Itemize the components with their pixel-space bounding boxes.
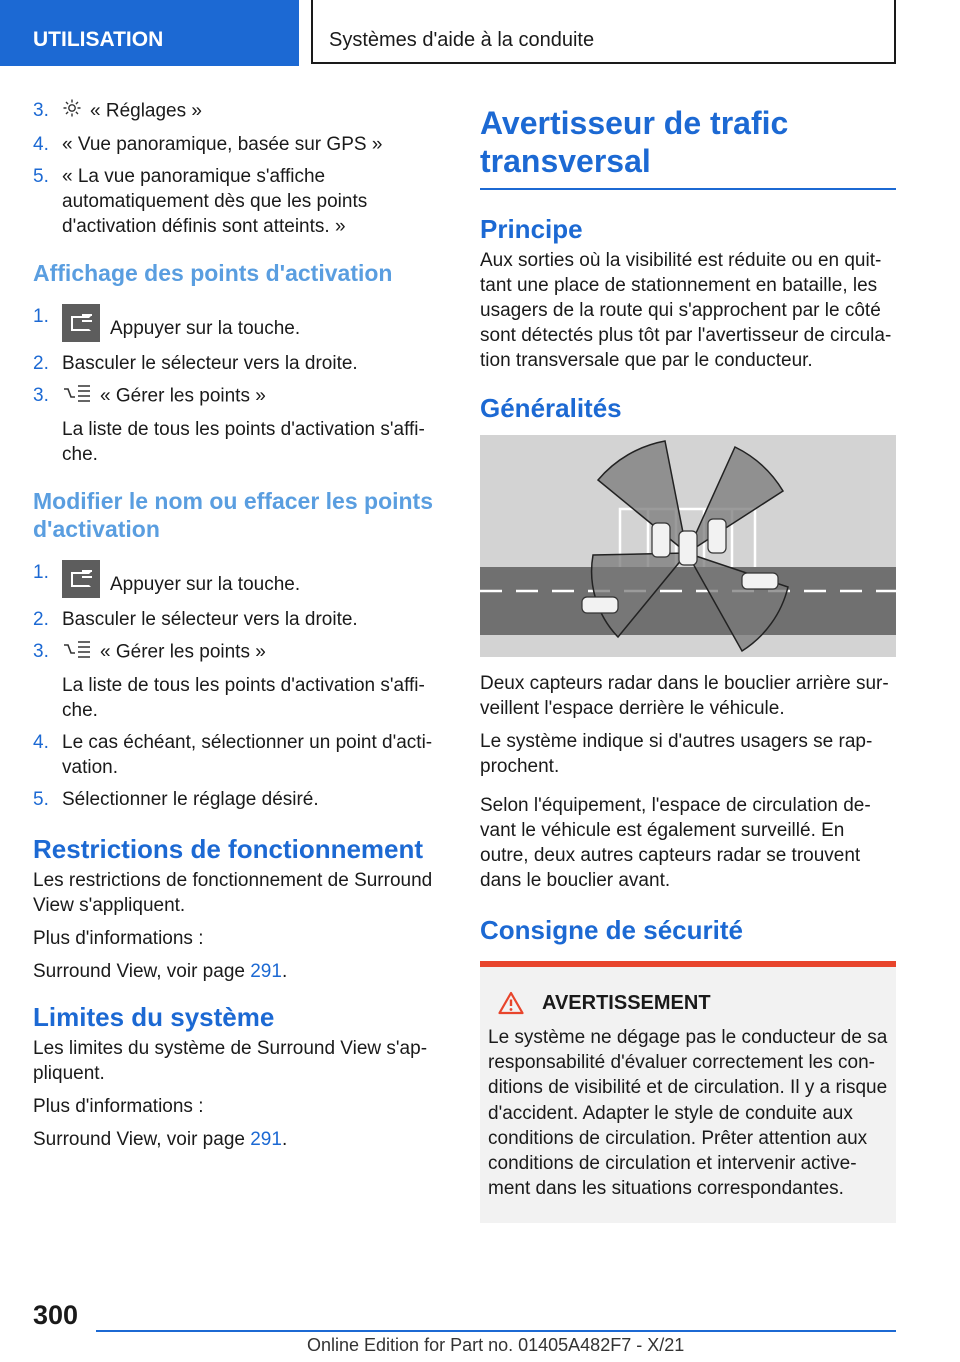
- title-rule: [480, 188, 896, 190]
- step-number: 2.: [33, 353, 49, 374]
- warning-text: Le système ne dégage pas le conducteur de sa responsabilité d'évaluer correctement les con-ditions de visibilité et de circulation. Il y a risque d'accident. Adapter le style de conduite aux conditions de circulation. Prêter attention aux conditions de circulation et intervenir active-ment dans les situations correspondantes.: [488, 1027, 888, 1200]
- step-number: 5.: [33, 166, 49, 187]
- list-item: [33, 730, 445, 780]
- warning-triangle-icon: [498, 991, 524, 1015]
- step-number: 4.: [33, 732, 49, 753]
- page-link[interactable]: 291: [250, 961, 282, 982]
- step-text: Basculer le sélecteur vers la droite.: [62, 609, 358, 630]
- page-title: Avertisseur de trafic transversal: [480, 105, 789, 179]
- step-number: 3.: [33, 385, 49, 406]
- paragraph: Plus d'informations :: [33, 1096, 204, 1117]
- section-heading: Limites du système: [33, 1002, 275, 1032]
- illustration-svg: [480, 435, 896, 657]
- section-heading: Affichage des points d'activation: [33, 260, 393, 286]
- paragraph: Deux capteurs radar dans le bouclier arrière sur-veillent l'espace derrière le véhicule.: [480, 673, 889, 719]
- warning-title: AVERTISSEMENT: [542, 991, 711, 1014]
- list-item: [33, 351, 445, 376]
- step-text: Basculer le sélecteur vers la droite.: [62, 353, 358, 374]
- button-icon: [62, 560, 100, 598]
- modify-steps-list: [33, 560, 445, 812]
- page-reference: Surround View, voir page 291.: [33, 961, 288, 982]
- paragraph: Les limites du système de Surround View s'ap-pliquent.: [33, 1038, 428, 1084]
- list-item: [33, 164, 445, 239]
- section-heading: Consigne de sécurité: [480, 915, 743, 945]
- list-item: [33, 383, 445, 467]
- step-number: 3.: [33, 641, 49, 662]
- step-subtext: La liste de tous les points d'activation s'affi-che.: [62, 675, 425, 721]
- reference-text: Surround View, voir page: [33, 961, 245, 982]
- paragraph: Aux sorties où la visibilité est réduite ou en quit-tant une place de stationnement en bataille, les usagers de la route qui s'approchent par le côté sont détectés plus tôt par l'avertisseur de circula-tion transversale que par le conducteur.: [480, 250, 892, 371]
- step-text: « Réglages »: [90, 100, 202, 122]
- page-reference: Surround View, voir page 291.: [33, 1129, 288, 1150]
- step-text: Le cas échéant, sélectionner un point d'acti-vation.: [62, 732, 433, 778]
- step-number: 5.: [33, 789, 49, 810]
- list-item: [33, 304, 445, 342]
- step-text: Appuyer sur la touche.: [110, 318, 301, 339]
- reference-text: Surround View, voir page: [33, 1129, 245, 1150]
- step-number: 1.: [33, 562, 49, 583]
- step-text: « Gérer les points »: [100, 385, 266, 407]
- page-header: [0, 0, 960, 66]
- page-link[interactable]: 291: [250, 1129, 282, 1150]
- right-column: [480, 98, 896, 1223]
- manage-points-icon: [62, 383, 92, 410]
- list-item: [33, 787, 445, 812]
- chapter-title: Systèmes d'aide à la conduite: [311, 0, 896, 64]
- button-icon: [62, 304, 100, 342]
- gear-icon: [62, 98, 82, 125]
- page-number: 300: [33, 1300, 79, 1330]
- warning-header: [488, 991, 888, 1015]
- paragraph: Le système indique si d'autres usagers se rap-prochent.: [480, 731, 873, 777]
- section-tab[interactable]: UTILISATION: [0, 0, 299, 66]
- section-heading: Généralités: [480, 393, 622, 423]
- step-text: Appuyer sur la touche.: [110, 574, 301, 595]
- warning-box: [480, 961, 896, 1223]
- step-subtext: La liste de tous les points d'activation s'affi-che.: [62, 419, 425, 465]
- section-heading: Principe: [480, 214, 583, 244]
- paragraph: Plus d'informations :: [33, 928, 204, 949]
- step-number: 2.: [33, 609, 49, 630]
- footer-rule: [96, 1330, 896, 1332]
- step-text: « Gérer les points »: [100, 641, 266, 663]
- list-item: [33, 98, 445, 125]
- section-heading: Restrictions de fonctionnement: [33, 834, 424, 864]
- step-text: Sélectionner le réglage désiré.: [62, 789, 319, 810]
- list-item: [33, 639, 445, 723]
- top-steps-list: [33, 98, 445, 239]
- step-text: « La vue panoramique s'affiche automatiquement dès que les points d'activation définis sont atteints. »: [62, 166, 368, 237]
- manage-points-icon: [62, 639, 92, 666]
- left-column: [33, 98, 445, 1160]
- paragraph: Selon l'équipement, l'espace de circulation de-vant le véhicule est également surveillé. En outre, deux autres capteurs radar se trouvent dans le bouclier avant.: [480, 795, 871, 891]
- footer-edition: Online Edition for Part no. 01405A482F7 - X/21: [307, 1335, 685, 1355]
- cross-traffic-illustration: [480, 435, 896, 657]
- step-number: 1.: [33, 306, 49, 327]
- list-item: [33, 132, 445, 157]
- display-steps-list: [33, 304, 445, 467]
- paragraph: Les restrictions de fonctionnement de Surround View s'appliquent.: [33, 870, 433, 916]
- step-text: « Vue panoramique, basée sur GPS »: [62, 134, 383, 155]
- step-number: 4.: [33, 134, 49, 155]
- list-item: [33, 560, 445, 598]
- list-item: [33, 607, 445, 632]
- section-heading: Modifier le nom ou effacer les points d'activation: [33, 488, 434, 542]
- step-number: 3.: [33, 100, 49, 121]
